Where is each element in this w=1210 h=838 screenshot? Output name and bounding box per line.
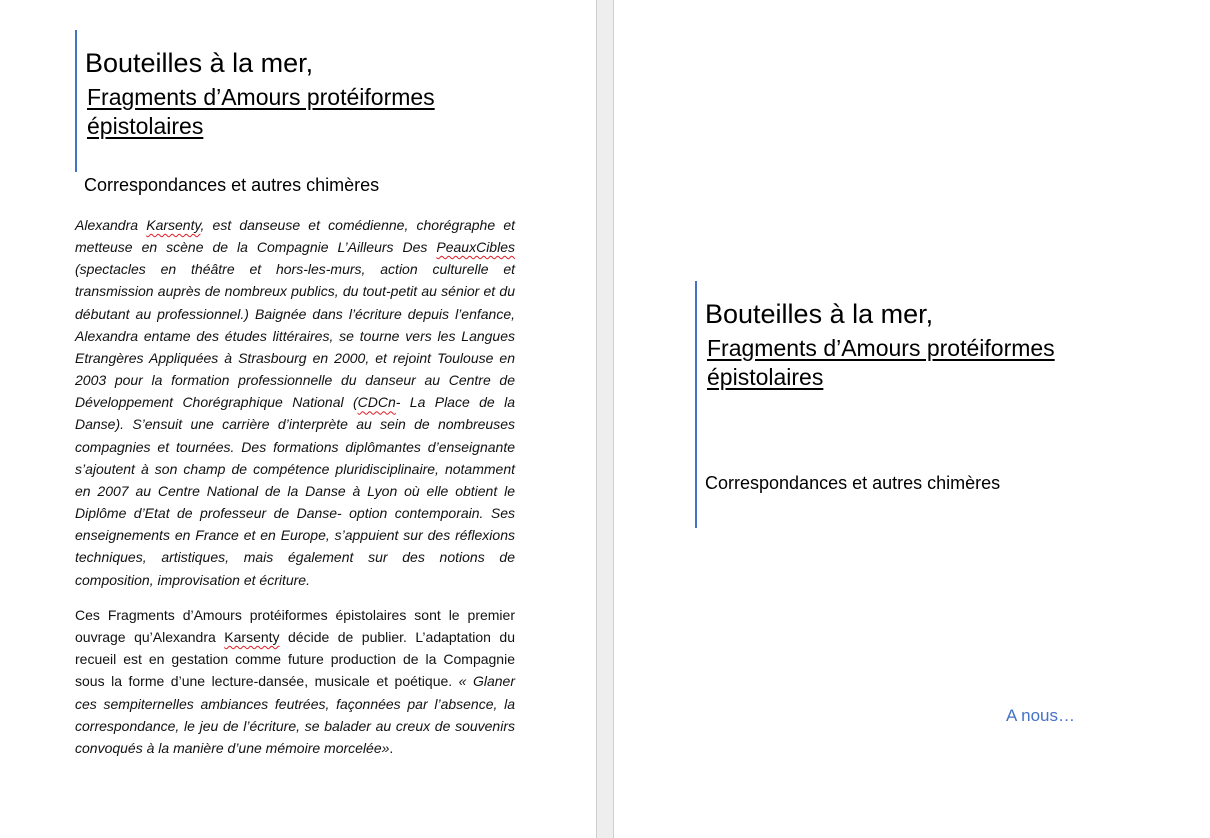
document-subtitle [707,334,1105,392]
subtitle-line-2: épistolaires [707,364,824,390]
subtitle-line-1: Fragments d’Amours protéiformes [707,335,1055,361]
spellcheck-underline: Karsenty [146,217,201,233]
quote: « Glaner ces sempiternelles ambiances feutrées, façonnées par l’absence, la correspondance, le jeu de l’écriture, se balader au creux de souvenirs convoqués à la manière d’une mémoire morcelée» [75,673,515,756]
document-title: Bouteilles à la mer, [85,48,314,78]
document-tagline: Correspondances et autres chimères [84,175,380,195]
dedication-text: A nous… [1006,706,1075,725]
author-bio-paragraph: Alexandra Karsenty, est danseuse et comédienne, chorégraphe et metteuse en scène de la Compagnie L’Ailleurs Des PeauxCibles (spectacles en théâtre et hors-les-murs, action culturelle et transmission auprès de nombreux publics, du tout-petit au sénior et du débutant au professionnel.) Baignée dans l’écriture depuis l’enfance, Alexandra entame des études littéraires, se tourne vers les Langues Etrangères Appliquées à Strasbourg en 2000, et rejoint Toulouse en 2003 pour la formation professionnelle du danseur au Centre de Développement Chorégraphique National (CDCn- La Place de la Danse). S’ensuit une carrière d’interprète au sein de nombreuses compagnies et tournées. Des formations diplômantes d’enseignante s’ajoutent à son champ de compétence pluridisciplinaire, notamment en 2007 au Centre National de la Danse à Lyon où elle obtient le Diplôme d’Etat de professeur de Danse- option contemporain. Ses enseignements en France et en Europe, s’appuient sur des réflexions techniques, artistiques, mais également sur des notions de composition, improvisation et écriture. [75,217,515,588]
title-block [695,281,1105,528]
spellcheck-underline: CDCn [357,394,396,411]
right-page [614,0,1210,838]
spellcheck-underline: Karsenty [224,629,280,646]
book-description-paragraph: Ces Fragments d’Amours protéiformes épistolaires sont le premier ouvrage qu’Alexandra Karsenty décide de publier. L’adaptation du recueil est en gestation comme future production de la Compagnie sous la forme d’une lecture-dansée, musicale et poétique. « Glaner ces sempiternelles ambiances feutrées, façonnées par l’absence, la correspondance, le jeu de l’écriture, se balader au creux de souvenirs convoqués à la manière d’une mémoire morcelée». [75,607,515,756]
document-tagline: Correspondances et autres chimères [705,473,1001,493]
page-gutter [596,0,614,838]
subtitle-line-2: épistolaires [87,113,204,139]
document-title: Bouteilles à la mer, [705,299,934,329]
title-block [75,30,485,172]
left-page [0,0,596,838]
document-subtitle [87,83,485,141]
subtitle-line-1: Fragments d’Amours protéiformes [87,84,435,110]
spellcheck-underline: PeauxCibles [436,239,515,256]
